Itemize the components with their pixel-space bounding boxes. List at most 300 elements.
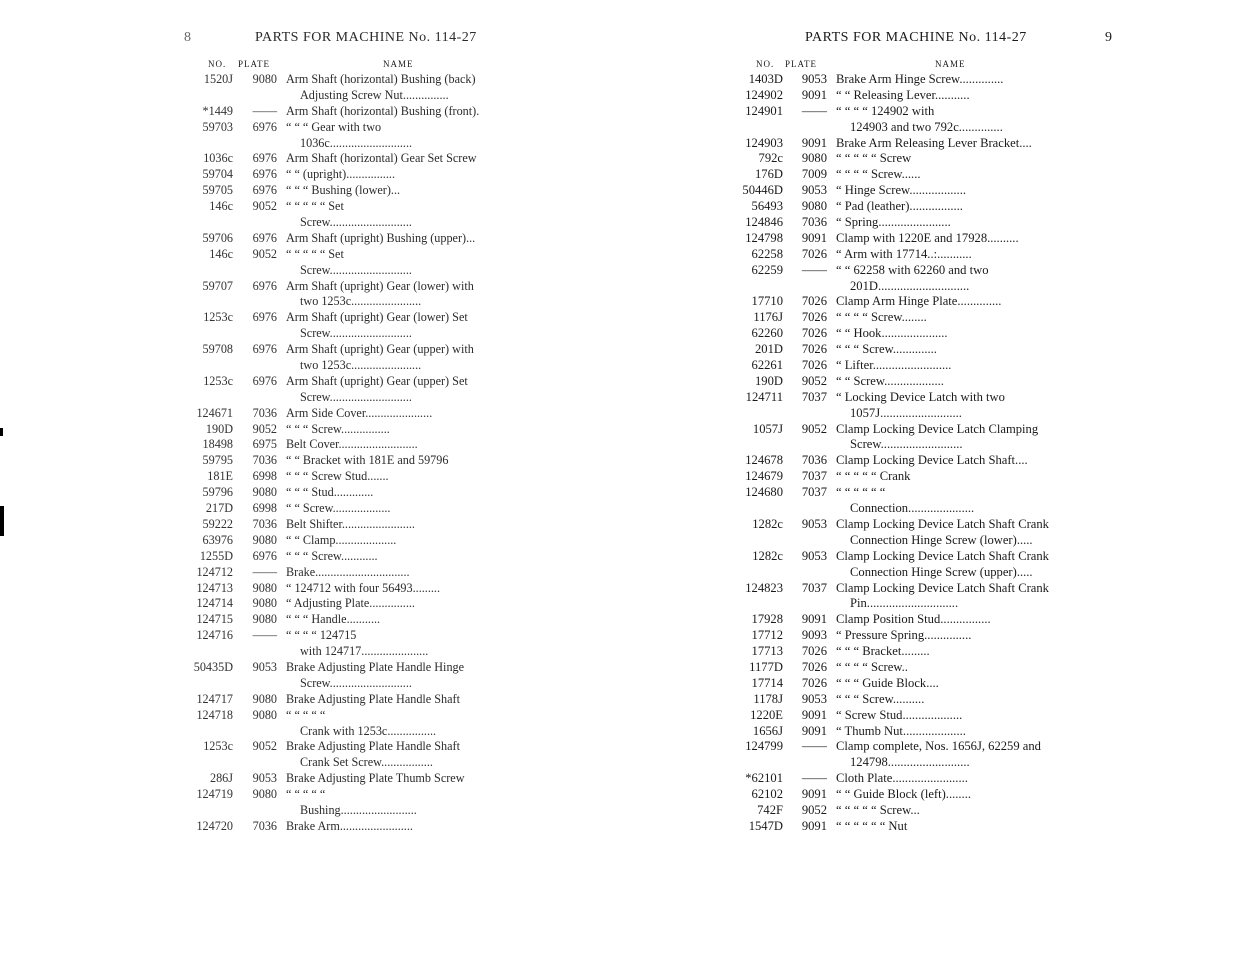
part-number: 124679	[745, 469, 783, 484]
parts-row	[740, 819, 1074, 835]
parts-row	[740, 374, 1074, 390]
part-name: “ “ “ “ “ Screw...	[836, 802, 920, 817]
part-number: 124823	[745, 580, 783, 595]
part-name: Arm Side Cover......................	[286, 405, 433, 420]
part-number: 62258	[751, 246, 783, 261]
plate-number: 7026	[801, 246, 827, 261]
plate-number: ——	[801, 103, 827, 118]
parts-row	[190, 136, 524, 152]
plate-number: 9080	[252, 787, 277, 802]
parts-row	[740, 692, 1074, 708]
part-number: 1057J	[752, 421, 783, 436]
part-name: “ “ “ Screw Stud.......	[286, 469, 389, 484]
part-name: Brake Adjusting Plate Handle Shaft	[286, 739, 460, 754]
part-name: “ Thumb Nut....................	[836, 723, 966, 738]
parts-row	[190, 167, 524, 183]
scan-edge-mark	[0, 428, 3, 436]
column-header-no: NO.	[756, 59, 775, 69]
plate-number: 9080	[252, 532, 277, 547]
part-number: 124716	[196, 628, 233, 643]
part-number: 17714	[751, 675, 783, 690]
parts-row	[190, 358, 524, 374]
parts-row	[740, 803, 1074, 819]
part-name: “ “ “ Screw..........	[836, 691, 925, 706]
part-name: 124798..........................	[850, 755, 970, 770]
part-name: with 124717......................	[300, 644, 429, 659]
part-name: “ “ “ Stud.............	[286, 485, 374, 500]
part-name: “ Arm with 17714..:...........	[836, 246, 972, 261]
plate-number: 9091	[801, 787, 827, 802]
plate-number: 9080	[252, 612, 277, 627]
part-number: 124903	[745, 135, 783, 150]
parts-row	[740, 390, 1074, 406]
part-name: Screw..........................	[850, 437, 963, 452]
part-name: Brake Arm........................	[286, 818, 413, 833]
parts-row	[740, 755, 1074, 771]
parts-row	[740, 104, 1074, 120]
parts-row	[740, 406, 1074, 422]
parts-row	[190, 708, 524, 724]
part-name: Crank with 1253c................	[300, 723, 437, 738]
part-number: 1547D	[748, 818, 783, 833]
plate-number: 9052	[252, 421, 277, 436]
parts-row	[740, 279, 1074, 295]
parts-row	[740, 787, 1074, 803]
part-number: 124671	[196, 405, 233, 420]
part-number: 124680	[745, 485, 783, 500]
part-number: 217D	[205, 501, 233, 516]
part-name: “ Locking Device Latch with two	[836, 389, 1005, 404]
plate-number: 7036	[801, 453, 827, 468]
part-name: 1036c...........................	[300, 135, 413, 150]
part-number: 56493	[751, 199, 783, 214]
parts-row	[740, 771, 1074, 787]
page-number: 9	[1105, 30, 1112, 45]
part-name: Brake...............................	[286, 564, 410, 579]
plate-number: 6976	[252, 548, 277, 563]
parts-row	[190, 390, 524, 406]
plate-number: 9053	[801, 516, 827, 531]
parts-row	[740, 247, 1074, 263]
part-number: 59705	[202, 183, 233, 198]
plate-number: 7026	[801, 310, 827, 325]
part-number: 63976	[202, 532, 233, 547]
plate-number: 9052	[801, 421, 827, 436]
parts-row	[190, 215, 524, 231]
part-name: 124903 and two 792c..............	[850, 119, 1003, 134]
part-name: Screw...........................	[300, 675, 412, 690]
parts-row	[190, 660, 524, 676]
part-name: Clamp complete, Nos. 1656J, 62259 and	[836, 739, 1041, 754]
parts-row	[190, 581, 524, 597]
part-number: 17928	[751, 612, 783, 627]
part-name: Brake Arm Releasing Lever Bracket....	[836, 135, 1032, 150]
part-name: Connection Hinge Screw (upper).....	[850, 564, 1033, 579]
plate-number: 7026	[801, 675, 827, 690]
parts-row	[190, 199, 524, 215]
plate-number: 9052	[252, 246, 277, 261]
plate-number: 9091	[801, 135, 827, 150]
plate-number: 9080	[801, 199, 827, 214]
page-number: 8	[184, 30, 191, 45]
part-name: “ “ Releasing Lever...........	[836, 87, 970, 102]
plate-number: 9080	[252, 72, 277, 86]
parts-row	[190, 231, 524, 247]
parts-row	[190, 151, 524, 167]
part-name: “ Hinge Screw..................	[836, 183, 966, 198]
part-number: 1036c	[203, 151, 233, 166]
part-name: Brake Adjusting Plate Handle Hinge	[286, 659, 465, 674]
part-name: Pin.............................	[850, 596, 959, 611]
part-number: 190D	[205, 421, 233, 436]
plate-number: 7037	[801, 580, 827, 595]
part-number: 124902	[745, 87, 783, 102]
part-name: “ Pressure Spring...............	[836, 628, 972, 643]
parts-row	[190, 342, 524, 358]
part-number: 124717	[196, 691, 233, 706]
part-number: 124901	[745, 103, 783, 118]
parts-row	[740, 501, 1074, 517]
parts-row	[740, 565, 1074, 581]
plate-number: 9052	[252, 199, 277, 214]
parts-row	[190, 469, 524, 485]
part-name: Clamp with 1220E and 17928..........	[836, 230, 1019, 245]
plate-number: 9093	[801, 628, 827, 643]
parts-row	[190, 771, 524, 787]
part-number: 1255D	[199, 548, 233, 563]
part-name: “ “ “ “ 124902 with	[836, 103, 935, 118]
part-name: Arm Shaft (horizontal) Gear Set Screw	[286, 151, 477, 166]
plate-number: 6976	[252, 230, 277, 245]
parts-row	[190, 437, 524, 453]
part-name: “ “ Screw...................	[836, 373, 944, 388]
part-name: “ Pad (leather).................	[836, 199, 963, 214]
column-header-name: NAME	[383, 59, 414, 69]
part-number: 124711	[745, 389, 783, 404]
parts-row	[740, 358, 1074, 374]
part-name: “ “ “ “ Screw........	[836, 310, 927, 325]
parts-row	[740, 326, 1074, 342]
plate-number: 9080	[252, 707, 277, 722]
parts-row	[190, 565, 524, 581]
part-number: 17713	[751, 644, 783, 659]
part-name: Crank Set Screw.................	[300, 755, 433, 770]
plate-number: 9053	[801, 548, 827, 563]
parts-row	[190, 549, 524, 565]
part-name: “ Screw Stud...................	[836, 707, 963, 722]
plate-number: 9052	[252, 739, 277, 754]
part-name: Clamp Locking Device Latch Shaft Crank	[836, 516, 1049, 531]
part-number: 124718	[196, 707, 233, 722]
part-number: 124713	[196, 580, 233, 595]
part-name: Connection Hinge Screw (lower).....	[850, 532, 1033, 547]
part-name: Bushing.........................	[300, 802, 417, 817]
parts-row	[740, 708, 1074, 724]
part-number: 59708	[202, 342, 233, 357]
parts-row	[190, 72, 524, 88]
part-name: Arm Shaft (upright) Gear (upper) Set	[286, 373, 468, 388]
plate-number: 6976	[252, 342, 277, 357]
page-header: PARTS FOR MACHINE No. 114-27	[805, 30, 1027, 45]
part-name: “ Adjusting Plate...............	[286, 596, 415, 611]
parts-row	[190, 104, 524, 120]
part-name: Arm Shaft (upright) Gear (lower) Set	[286, 310, 468, 325]
parts-row	[190, 279, 524, 295]
plate-number: ——	[252, 628, 277, 643]
plate-number: 9091	[801, 612, 827, 627]
parts-row	[740, 151, 1074, 167]
plate-number: 7009	[801, 167, 827, 182]
plate-number: ——	[801, 739, 827, 754]
parts-row	[190, 724, 524, 740]
parts-row	[190, 533, 524, 549]
plate-number: 6998	[252, 469, 277, 484]
part-name: “ “ “ “ 124715	[286, 628, 357, 643]
parts-row	[190, 517, 524, 533]
parts-row	[740, 549, 1074, 565]
parts-row	[740, 231, 1074, 247]
parts-row	[190, 787, 524, 803]
parts-row	[190, 422, 524, 438]
parts-row	[740, 739, 1074, 755]
part-number: 1520J	[203, 72, 233, 86]
plate-number: 7026	[801, 342, 827, 357]
part-number: 59796	[202, 485, 233, 500]
plate-number: 9091	[801, 707, 827, 722]
plate-number: 9080	[801, 151, 827, 166]
part-name: Clamp Locking Device Latch Shaft Crank	[836, 580, 1049, 595]
parts-row	[740, 581, 1074, 597]
plate-number: 6976	[252, 310, 277, 325]
plate-number: 7037	[801, 469, 827, 484]
part-number: 1253c	[203, 373, 233, 388]
plate-number: 9080	[252, 580, 277, 595]
plate-number: 7036	[252, 516, 277, 531]
part-name: Brake Arm Hinge Screw..............	[836, 72, 1004, 86]
plate-number: 9053	[801, 183, 827, 198]
plate-number: 7026	[801, 294, 827, 309]
part-number: 124720	[196, 818, 233, 833]
part-number: 124712	[196, 564, 233, 579]
part-number: 62260	[751, 326, 783, 341]
parts-row	[190, 247, 524, 263]
parts-row	[190, 739, 524, 755]
plate-number: 9080	[252, 691, 277, 706]
part-name: Screw...........................	[300, 326, 412, 341]
plate-number: ——	[801, 262, 827, 277]
part-number: 1253c	[203, 310, 233, 325]
parts-row	[740, 167, 1074, 183]
part-name: “ “ 62258 with 62260 and two	[836, 262, 989, 277]
part-name: “ “ “ “ “ “ Nut	[836, 818, 908, 833]
parts-row	[190, 88, 524, 104]
part-number: 792c	[758, 151, 783, 166]
part-number: 124714	[196, 596, 233, 611]
part-number: *62101	[745, 771, 783, 786]
part-name: Clamp Locking Device Latch Shaft....	[836, 453, 1028, 468]
part-name: Adjusting Screw Nut...............	[300, 87, 449, 102]
page-header: PARTS FOR MACHINE No. 114-27	[255, 30, 477, 45]
part-name: Connection.....................	[850, 501, 975, 516]
part-name: “ “ “ “ “ Screw	[836, 151, 912, 166]
part-number: 124678	[745, 453, 783, 468]
parts-list	[740, 72, 1074, 835]
plate-number: ——	[252, 103, 277, 118]
parts-row	[190, 692, 524, 708]
parts-row	[190, 374, 524, 390]
part-name: “ “ Bracket with 181E and 59796	[286, 453, 449, 468]
plate-number: 7026	[801, 358, 827, 373]
part-name: “ “ “ Bushing (lower)...	[286, 183, 401, 198]
plate-number: 9052	[801, 802, 827, 817]
plate-number: 6976	[252, 151, 277, 166]
part-name: Clamp Arm Hinge Plate..............	[836, 294, 1002, 309]
column-header-plate: PLATE	[785, 59, 817, 69]
part-number: 124719	[196, 787, 233, 802]
parts-row	[740, 453, 1074, 469]
part-name: “ “ “ “ “	[286, 707, 326, 722]
part-name: “ “ “ “ Screw..	[836, 659, 908, 674]
part-name: Cloth Plate........................	[836, 771, 968, 786]
part-name: Arm Shaft (upright) Bushing (upper)...	[286, 230, 476, 245]
plate-number: 6976	[252, 119, 277, 134]
part-name: Clamp Locking Device Latch Shaft Crank	[836, 548, 1049, 563]
plate-number: 6975	[252, 437, 277, 452]
part-name: “ “ “ Gear with two	[286, 119, 382, 134]
parts-row	[740, 215, 1074, 231]
part-number: 124846	[745, 215, 783, 230]
part-name: “ “ “ “ “	[286, 787, 326, 802]
part-number: 146c	[209, 199, 233, 214]
part-name: Brake Adjusting Plate Thumb Screw	[286, 771, 465, 786]
parts-row	[740, 596, 1074, 612]
parts-row	[190, 676, 524, 692]
plate-number: 7026	[801, 644, 827, 659]
part-name: “ “ “ Screw............	[286, 548, 378, 563]
parts-row	[740, 644, 1074, 660]
parts-row	[740, 485, 1074, 501]
part-name: “ “ “ Guide Block....	[836, 675, 939, 690]
parts-row	[740, 136, 1074, 152]
part-number: 59704	[202, 167, 233, 182]
part-number: 176D	[755, 167, 783, 182]
part-name: “ “ “ “ “ “	[836, 485, 886, 500]
plate-number: 9053	[252, 659, 277, 674]
part-name: Screw...........................	[300, 389, 412, 404]
part-number: 62261	[751, 358, 783, 373]
parts-row	[190, 803, 524, 819]
part-number: 17710	[751, 294, 783, 309]
part-name: Arm Shaft (horizontal) Bushing (front).	[286, 103, 480, 118]
part-number: 1656J	[752, 723, 783, 738]
parts-row	[190, 755, 524, 771]
right-page	[619, 0, 1238, 954]
part-number: 286J	[209, 771, 233, 786]
parts-row	[740, 533, 1074, 549]
part-number: 59222	[202, 516, 233, 531]
part-name: “ “ Hook.....................	[836, 326, 948, 341]
part-number: 1403D	[748, 72, 783, 86]
part-number: 1176J	[753, 310, 783, 325]
part-name: “ Lifter.........................	[836, 358, 952, 373]
part-number: 124798	[745, 230, 783, 245]
part-number: 50446D	[742, 183, 783, 198]
parts-row	[740, 612, 1074, 628]
parts-row	[740, 72, 1074, 88]
part-name: Arm Shaft (upright) Gear (lower) with	[286, 278, 474, 293]
plate-number: 6976	[252, 373, 277, 388]
part-name: “ “ “ “ “ Set	[286, 246, 344, 261]
parts-row	[190, 263, 524, 279]
parts-row	[740, 183, 1074, 199]
part-name: “ “ “ Screw................	[286, 421, 390, 436]
parts-row	[740, 517, 1074, 533]
parts-row	[190, 501, 524, 517]
plate-number: 9091	[801, 87, 827, 102]
part-name: “ “ “ Screw..............	[836, 342, 937, 357]
part-name: Arm Shaft (upright) Gear (upper) with	[286, 342, 474, 357]
parts-row	[190, 819, 524, 835]
parts-row	[740, 628, 1074, 644]
part-name: Belt Shifter........................	[286, 516, 415, 531]
part-name: two 1253c.......................	[300, 358, 422, 373]
parts-row	[190, 628, 524, 644]
plate-number: 7037	[801, 485, 827, 500]
part-number: 1178J	[753, 691, 783, 706]
plate-number: 6976	[252, 278, 277, 293]
parts-list	[190, 72, 524, 835]
parts-row	[740, 263, 1074, 279]
plate-number: ——	[801, 771, 827, 786]
parts-row	[740, 294, 1074, 310]
part-number: 1282c	[752, 516, 783, 531]
parts-row	[740, 88, 1074, 104]
part-name: “ “ Screw...................	[286, 501, 391, 516]
plate-number: 9052	[801, 373, 827, 388]
plate-number: ——	[252, 564, 277, 579]
part-number: 59703	[202, 119, 233, 134]
part-number: 50435D	[193, 659, 233, 674]
part-number: 1253c	[203, 739, 233, 754]
part-number: 1282c	[752, 548, 783, 563]
parts-row	[740, 437, 1074, 453]
plate-number: 7036	[252, 818, 277, 833]
parts-row	[190, 485, 524, 501]
part-number: 146c	[209, 246, 233, 261]
part-name: Screw...........................	[300, 215, 412, 230]
part-name: “ “ “ “ “ Crank	[836, 469, 911, 484]
part-number: 190D	[755, 373, 783, 388]
plate-number: 9053	[252, 771, 277, 786]
part-number: 181E	[207, 469, 233, 484]
part-name: Clamp Locking Device Latch Clamping	[836, 421, 1039, 436]
plate-number: 7037	[801, 389, 827, 404]
part-number: 17712	[751, 628, 783, 643]
part-name: two 1253c.......................	[300, 294, 422, 309]
parts-row	[740, 676, 1074, 692]
part-name: 1057J..........................	[850, 405, 962, 420]
part-number: 1177D	[749, 659, 783, 674]
part-name: Clamp Position Stud................	[836, 612, 991, 627]
part-name: 201D.............................	[850, 278, 970, 293]
part-name: “ “ “ “ Screw......	[836, 167, 921, 182]
plate-number: 7026	[801, 326, 827, 341]
part-name: “ “ (upright)................	[286, 167, 395, 182]
plate-number: 6976	[252, 167, 277, 182]
part-name: “ 124712 with four 56493.........	[286, 580, 441, 595]
parts-row	[190, 596, 524, 612]
column-header-no: NO.	[208, 59, 227, 69]
